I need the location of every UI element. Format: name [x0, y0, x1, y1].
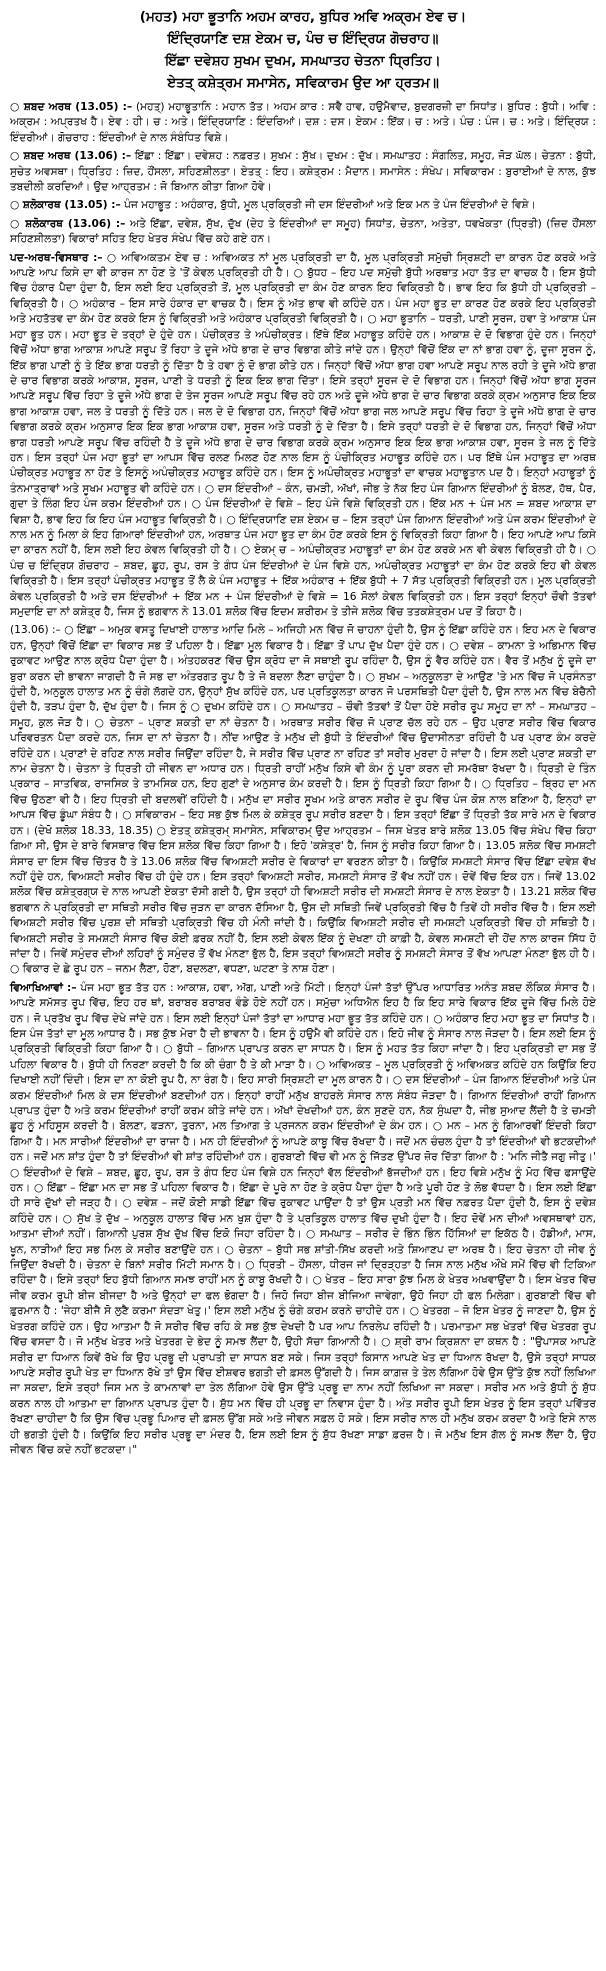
word-meaning-13-05-heading: ○ ਸ਼ਬਦ ਅਰਥ (13.05) :–: [10, 101, 133, 113]
word-meaning-13-05: [10, 100, 596, 146]
shloka-meaning-13-06: [10, 217, 596, 248]
shloka-meaning-13-06-heading: ○ ਸ਼ਲੋਕਾਰਥ (13.06) :–: [10, 217, 126, 230]
commentary-text: ਪੰਜ ਮਹਾ ਭੂਤ ਤੱਤ ਹਨ : ਆਕਾਸ਼, ਹਵਾ, ਅੱਗ, ਪਾਣੀ ਅਤੇ ਮਿੱਟੀ। ਇਨ੍ਹਾਂ ਪੰਜਾਂ ਤੱਤਾਂ ਉੱਪਰ ਆਧਾਰਿਤ ਅਨੰਤ ਸ਼ਬਦ ਲੌਕਿਕ ਸੰਸਾਰ ਹੈ। ਆਪਣੇ ਸਮੱਸਤ ਰੂਪ ਵਿੱਚ, ਇਹ ਹਰ ਥਾਂ, ਬਰਾਬਰ ਬਰਾਬਰ ਵੰਡੇ ਹੋਏ ਨਹੀਂ ਹਨ। ਸਮੁੱਚਾ ਅਧਿਐਨ ਇਹ ਹੈ ਕਿ ਇਹ ਸਾਰੇ ਵਿਕਾਰ ਇੱਕ ਦੂਜੇ ਵਿੱਚ ਮਿਲੇ ਹੋਏ ਹਨ। ਜੋ ਪ੍ਰਤੱਖ ਰੂਪ ਵਿੱਚ ਦੇਖੇ ਜਾਂਦੇ ਹਨ। ਇਸ ਲਈ ਇਨ੍ਹਾਂ ਪੰਜਾਂ ਤੱਤਾਂ ਦਾ ਆਧਾਰ ਮਹਾ ਭੂਤ ਤੱਤ ਕਹਿੰਦੇ ਹਨ। ○ ਅਹੰਕਾਰ ਇਹ ਮਹਾ ਭੂਤ ਦਾ ਸਿਧਾਂਤ ਹੈ। ਇਸ ਪੰਜ ਤੱਤਾਂ ਦਾ ਮੂਲ ਆਧਾਰ ਹੈ। ਸਭ ਕੁੱਝ ਮੇਰਾ ਹੈ ਦੀ ਭਾਵਨਾ ਹੈ। ਇਸ ਨੂੰ ਹਉਮੈ ਵੀ ਕਹਿੰਦੇ ਹਨ। ਇਹੋ ਜੀਵ ਨੂੰ ਸੰਸਾਰ ਨਾਲ ਜੋੜਦਾ ਹੈ। ਇਸ ਲਈ ਇਸ ਨੂੰ ਪ੍ਰਕ੍ਰਿਤੀ ਵਿਕ੍ਰਿਤੀ ਕਿਹਾ ਗਿਆ ਹੈ। ○ ਬੁੱਧੀ – ਗਿਆਨ ਪ੍ਰਾਪਤ ਕਰਨ ਦਾ ਸਾਧਨ ਹੈ। ਇਸ ਨੂੰ ਮਹਤ ਤੱਤ ਕਿਹਾ ਜਾਂਦਾ ਹੈ। ਇਹ ਪ੍ਰਕ੍ਰਿਤੀ ਦਾ ਸਭ ਤੋਂ ਪਹਿਲਾ ਵਿਕਾਰ ਹੈ। ਬੁੱਧੀ ਹੀ ਨਿਰਣਾ ਕਰਦੀ ਹੈ ਕਿ ਕੀ ਚੰਗਾ ਹੈ ਤੇ ਕੀ ਮਾੜਾ ਹੈ। ○ ਅਵਿਅਕਤ – ਮੂਲ ਪ੍ਰਕ੍ਰਿਤੀ ਨੂੰ ਅਵਿਅਕਤ ਕਹਿੰਦੇ ਹਨ ਕਿਉਂਕਿ ਇਹ ਦਿਖਾਈ ਨਹੀਂ ਦਿੰਦੀ। ਇਸ ਦਾ ਨਾ ਕੋਈ ਰੂਪ ਹੈ, ਨਾ ਰੰਗ ਹੈ। ਇਹ ਸਾਰੀ ਸ੍ਰਿਸ਼ਟੀ ਦਾ ਮੂਲ ਕਾਰਨ ਹੈ। ○ ਦਸ ਇੰਦਰੀਆਂ – ਪੰਜ ਗਿਆਨ ਇੰਦਰੀਆਂ ਅਤੇ ਪੰਜ ਕਰਮ ਇੰਦਰੀਆਂ ਮਿਲ ਕੇ ਦਸ ਇੰਦਰੀਆਂ ਬਣਦੀਆਂ ਹਨ। ਇਨ੍ਹਾਂ ਰਾਹੀਂ ਮਨੁੱਖ ਬਾਹਰਲੇ ਸੰਸਾਰ ਨਾਲ ਸੰਬੰਧ ਜੋੜਦਾ ਹੈ। ਗਿਆਨ ਇੰਦਰੀਆਂ ਰਾਹੀਂ ਗਿਆਨ ਪ੍ਰਾਪਤ ਹੁੰਦਾ ਹੈ ਅਤੇ ਕਰਮ ਇੰਦਰੀਆਂ ਰਾਹੀਂ ਕਰਮ ਕੀਤੇ ਜਾਂਦੇ ਹਨ। ਅੱਖਾਂ ਦੇਖਦੀਆਂ ਹਨ, ਕੰਨ ਸੁਣਦੇ ਹਨ, ਨੱਕ ਸੁੰਘਦਾ ਹੈ, ਜੀਭ ਸੁਆਦ ਲੈਂਦੀ ਹੈ ਤੇ ਚਮੜੀ ਛੂਹ ਨੂੰ ਮਹਿਸੂਸ ਕਰਦੀ ਹੈ। ਬੋਲਣਾ, ਫੜਨਾ, ਤੁਰਨਾ, ਮਲ ਤਿਆਗ ਤੇ ਪ੍ਰਜਨਨ ਕਰਮ ਇੰਦਰੀਆਂ ਦੇ ਕੰਮ ਹਨ। ○ ਮਨ – ਮਨ ਨੂੰ ਗਿਆਰਵੀਂ ਇੰਦਰੀ ਕਿਹਾ ਗਿਆ ਹੈ। ਮਨ ਸਾਰੀਆਂ ਇੰਦਰੀਆਂ ਦਾ ਰਾਜਾ ਹੈ। ਮਨ ਹੀ ਇੰਦਰੀਆਂ ਨੂੰ ਆਪਣੇ ਕਾਬੂ ਵਿੱਚ ਰੱਖਦਾ ਹੈ। ਜਦੋਂ ਮਨ ਚੰਚਲ ਹੁੰਦਾ ਹੈ ਤਾਂ ਇੰਦਰੀਆਂ ਵੀ ਭਟਕਦੀਆਂ ਹਨ। ਜਦੋਂ ਮਨ ਸ਼ਾਂਤ ਹੁੰਦਾ ਹੈ ਤਾਂ ਇੰਦਰੀਆਂ ਵੀ ਸ਼ਾਂਤ ਰਹਿੰਦੀਆਂ ਹਨ। ਗੁਰਬਾਣੀ ਵਿੱਚ ਵੀ ਮਨ ਨੂੰ ਜਿੱਤਣ ਉੱਪਰ ਜ਼ੋਰ ਦਿੱਤਾ ਗਿਆ ਹੈ : 'ਮਨਿ ਜੀਤੈ ਜਗੁ ਜੀਤੁ।' ○ ਇੰਦਰੀਆਂ ਦੇ ਵਿਸ਼ੇ – ਸ਼ਬਦ, ਛੂਹ, ਰੂਪ, ਰਸ ਤੇ ਗੰਧ ਇਹ ਪੰਜ ਵਿਸ਼ੇ ਹਨ ਜਿਨ੍ਹਾਂ ਵੱਲ ਇੰਦਰੀਆਂ ਭੱਜਦੀਆਂ ਹਨ। ਇਹ ਵਿਸ਼ੇ ਮਨੁੱਖ ਨੂੰ ਮੋਹ ਵਿੱਚ ਫਸਾਉਂਦੇ ਹਨ। ○ ਇੱਛਾ – ਇੱਛਾ ਮਨ ਦਾ ਸਭ ਤੋਂ ਪਹਿਲਾ ਵਿਕਾਰ ਹੈ। ਇੱਛਾ ਦੇ ਪੂਰੇ ਨਾ ਹੋਣ ਤੇ ਕ੍ਰੋਧ ਪੈਦਾ ਹੁੰਦਾ ਹੈ ਅਤੇ ਪੂਰੀ ਹੋਣ ਤੇ ਲੋਭ ਵੱਧਦਾ ਹੈ। ਇਸ ਲਈ ਇੱਛਾ ਹੀ ਸਾਰੇ ਦੁੱਖਾਂ ਦੀ ਜੜ੍ਹ ਹੈ। ○ ਦਵੇਸ਼ – ਜਦੋਂ ਕੋਈ ਸਾਡੀ ਇੱਛਾ ਵਿੱਚ ਰੁਕਾਵਟ ਪਾਉਂਦਾ ਹੈ ਤਾਂ ਉਸ ਪ੍ਰਤੀ ਮਨ ਵਿੱਚ ਨਫ਼ਰਤ ਪੈਦਾ ਹੁੰਦੀ ਹੈ, ਇਸ ਨੂੰ ਦਵੇਸ਼ ਕਹਿੰਦੇ ਹਨ। ○ ਸੁੱਖ ਤੇ ਦੁੱਖ – ਅਨੁਕੂਲ ਹਾਲਾਤ ਵਿੱਚ ਮਨ ਖੁਸ਼ ਹੁੰਦਾ ਹੈ ਤੇ ਪ੍ਰਤਿਕੂਲ ਹਾਲਾਤ ਵਿੱਚ ਦੁਖੀ ਹੁੰਦਾ ਹੈ। ਇਹ ਦੋਵੇਂ ਮਨ ਦੀਆਂ ਅਵਸਥਾਵਾਂ ਹਨ, ਆਤਮਾ ਦੀਆਂ ਨਹੀਂ। ਗਿਆਨੀ ਪੁਰਸ਼ ਸੁੱਖ ਦੁੱਖ ਵਿੱਚ ਇਕੋ ਜਿਹਾ ਰਹਿੰਦਾ ਹੈ। ○ ਸਮਘਾਤ – ਸਰੀਰ ਦੇ ਭਿੰਨ ਭਿੰਨ ਹਿੱਸਿਆਂ ਦਾ ਇਕੱਠ ਹੈ। ਹੱਡੀਆਂ, ਮਾਸ, ਖੂਨ, ਨਾੜੀਆਂ ਇਹ ਸਭ ਮਿਲ ਕੇ ਸਰੀਰ ਬਣਾਉਂਦੇ ਹਨ। ○ ਚੇਤਨਾ – ਬੁੱਧੀ ਸਭ ਸ਼ਾਂਤੀ-ਸਿੱਖ ਕਰਦੀ ਅਤੇ ਸ਼ਿਆਣਪ ਦਾ ਅਰਥ ਹੈ। ਇਹ ਚੇਤਨਾ ਹੀ ਜੀਵ ਨੂੰ ਜਿਉਂਦਾ ਰੱਖਦੀ ਹੈ। ਚੇਤਨਾ ਦੇ ਬਿਨਾਂ ਸਰੀਰ ਮਿੱਟੀ ਸਮਾਨ ਹੈ। ○ ਧ੍ਰਿਤੀ – ਹੌਂਸਲਾ, ਧੀਰਜ ਜਾਂ ਦ੍ਰਿੜ੍ਹਤਾ ਹੈ ਜਿਸ ਨਾਲ ਮਨੁੱਖ ਔਖੇ ਸਮੇਂ ਵਿੱਚ ਵੀ ਟਿਕਿਆ ਰਹਿੰਦਾ ਹੈ। ਇਸੇ ਤਰ੍ਹਾਂ ਇਹ ਬੁੱਧੀ ਗਿਆਨ ਸਮਝ ਰਾਹੀਂ ਮਨ ਨੂੰ ਕਾਬੂ ਰੱਖਦੀ ਹੈ। ○ ਖੇਤਰ – ਇਹ ਸਾਰਾ ਕੁੱਝ ਮਿਲ ਕੇ ਖੇਤਰ ਅਖਵਾਉਂਦਾ ਹੈ। ਇਸ ਖੇਤਰ ਵਿੱਚ ਜੀਵ ਕਰਮ ਰੂਪੀ ਬੀਜ ਬੀਜਦਾ ਹੈ ਅਤੇ ਉਨ੍ਹਾਂ ਦਾ ਫਲ ਭੋਗਦਾ ਹੈ। ਜਿਹੋ ਜਿਹਾ ਬੀਜ ਬੀਜਿਆ ਜਾਵੇਗਾ, ਉਹੋ ਜਿਹਾ ਹੀ ਫਲ ਮਿਲੇਗਾ। ਗੁਰਬਾਣੀ ਵਿੱਚ ਵੀ ਫ਼ੁਰਮਾਨ ਹੈ : 'ਜੇਹਾ ਬੀਜੈ ਸੋ ਲੁਣੈ ਕਰਮਾ ਸੰਦੜਾ ਖੇਤੁ।' ਇਸ ਲਈ ਮਨੁੱਖ ਨੂੰ ਚੰਗੇ ਕਰਮ ਕਰਨੇ ਚਾਹੀਦੇ ਹਨ। ○ ਖੇਤਰਗ – ਜੋ ਇਸ ਖੇਤਰ ਨੂੰ ਜਾਣਦਾ ਹੈ, ਉਸ ਨੂੰ ਖੇਤਰਗ ਕਹਿੰਦੇ ਹਨ। ਉਹ ਆਤਮਾ ਹੈ ਜੋ ਸਰੀਰ ਵਿੱਚ ਰਹਿ ਕੇ ਸਭ ਕੁੱਝ ਦੇਖਦੀ ਹੈ ਪਰ ਆਪ ਨਿਰਲੇਪ ਰਹਿੰਦੀ ਹੈ। ਪਰਮਾਤਮਾ ਸਭ ਖੇਤਰਾਂ ਵਿੱਚ ਖੇਤਰਗ ਰੂਪ ਵਿੱਚ ਵਸਦਾ ਹੈ। ਜੋ ਮਨੁੱਖ ਖੇਤਰ ਅਤੇ ਖੇਤਰਗ ਦੇ ਭੇਦ ਨੂੰ ਸਮਝ ਲੈਂਦਾ ਹੈ, ਉਹੀ ਸੱਚਾ ਗਿਆਨੀ ਹੈ। ○ ਸ਼੍ਰੀ ਰਾਮ ਕ੍ਰਿਸ਼ਨਾ ਦਾ ਕਥਨ ਹੈ : "ਉਪਾਸਕ ਆਪਣੇ ਸਰੀਰ ਦਾ ਧਿਆਨ ਕਿਵੇਂ ਰੱਖੇ ਕਿ ਉਹ ਪ੍ਰਭੂ ਦੀ ਪ੍ਰਾਪਤੀ ਦਾ ਸਾਧਨ ਬਣ ਸਕੇ। ਜਿਸ ਤਰ੍ਹਾਂ ਕਿਸਾਨ ਆਪਣੇ ਖੇਤ ਦਾ ਧਿਆਨ ਰੱਖਦਾ ਹੈ, ਉਸੇ ਤਰ੍ਹਾਂ ਸਾਧਕ ਆਪਣੇ ਸਰੀਰ ਰੂਪੀ ਖੇਤ ਦਾ ਧਿਆਨ ਰੱਖੇ ਤਾਂ ਉਸ ਵਿੱਚ ਈਸ਼ਵਰ ਭਗਤੀ ਦੀ ਫ਼ਸਲ ਉੱਗਦੀ ਹੈ। ਜਿਸ ਕਾਗ਼ਜ਼ ਤੇ ਤੇਲ ਲੱਗਿਆ ਹੋਵੇ ਉਸ ਉੱਤੇ ਕੁੱਝ ਨਹੀਂ ਲਿਖਿਆ ਜਾ ਸਕਦਾ, ਇਸੇ ਤਰ੍ਹਾਂ ਜਿਸ ਮਨ ਤੇ ਕਾਮਨਾਵਾਂ ਦਾ ਤੇਲ ਲੱਗਿਆ ਹੋਵੇ ਉਸ ਉੱਤੇ ਪ੍ਰਭੂ ਦਾ ਨਾਮ ਨਹੀਂ ਲਿਖਿਆ ਜਾ ਸਕਦਾ। ਸਰੀਰ ਮਨ ਅਤੇ ਬੁੱਧੀ ਨੂੰ ਸ਼ੁੱਧ ਕਰਨ ਨਾਲ ਹੀ ਆਤਮਾ ਦਾ ਗਿਆਨ ਪ੍ਰਾਪਤ ਹੁੰਦਾ ਹੈ। ਸ਼ੁੱਧ ਮਨ ਵਿੱਚ ਹੀ ਪ੍ਰਭੂ ਦਾ ਨਿਵਾਸ ਹੁੰਦਾ ਹੈ। ਅੰਤ ਸਰੀਰ ਰੂਪੀ ਇਸ ਖੇਤਰ ਨੂੰ ਇਸ ਤਰ੍ਹਾਂ ਪਵਿੱਤਰ ਰੱਖਣਾ ਚਾਹੀਦਾ ਹੈ ਕਿ ਉਸ ਵਿੱਚ ਪ੍ਰਭੂ ਪਿਆਰ ਦੀ ਫ਼ਸਲ ਉੱਗ ਸਕੇ ਅਤੇ ਜੀਵਨ ਸਫ਼ਲ ਹੋ ਸਕੇ। ਇਸ ਸਰੀਰ ਨਾਲ ਹੀ ਮਨੁੱਖ ਕਰਮ ਕਰਦਾ ਹੈ ਅਤੇ ਇਸੇ ਨਾਲ ਹੀ ਭਗਤੀ ਹੁੰਦੀ ਹੈ। ਕਿਉਂਕਿ ਇਹ ਸਰੀਰ ਪ੍ਰਭੂ ਦਾ ਮੰਦਰ ਹੈ, ਇਸ ਲਈ ਇਸ ਨੂੰ ਸ਼ੁੱਧ ਰੱਖਣਾ ਸਾਡਾ ਫ਼ਰਜ਼ ਹੈ। ਜੋ ਮਨੁੱਖ ਇਸ ਗੱਲ ਨੂੰ ਸਮਝ ਲੈਂਦਾ ਹੈ, ਉਹ ਜੀਵਨ ਵਿੱਚ ਕਦੇ ਨਹੀਂ ਭਟਕਦਾ।": [10, 981, 596, 1456]
verse-line-1: (ਮਹਤ) ਮਹਾ ਭੂਤਾਨਿ ਅਹਮ ਕਾਰਹ, ਬੁਧਿਰ ਅਵਿ ਅਕ੍ਰਮ ਏਵ ਚ।: [139, 9, 467, 25]
commentary-heading: ਵਿਆਖਿਆਵਾਂ :–: [10, 981, 77, 994]
commentary-paragraph: [10, 981, 596, 1459]
verse-line-2: ਇੰਦ੍ਰਿਯਾਣਿ ਦਸ਼ ਏਕਮ ਚ, ਪੰਚ ਚ ਇੰਦ੍ਰਿਯ ਗੋਚਰਾਹ॥: [167, 31, 439, 47]
word-meaning-13-05-text: (ਮਹਤ੍) ਮਹਾਭੂਤਾਨਿ : ਮਹਾਨ ਤੱਤ। ਅਹਮ ਕਾਰ : ਸਵੈ ਹਾਵ, ਹਉਮੈਵਾਦ, ਬੁਦਗਰਜ਼ੀ ਦਾ ਸਿਧਾਂਤ। ਬੁਧਿਰ : ਬੁੱਧੀ। ਅਵਿ : ਅਕ੍ਰਮ : ਅਪ੍ਰਤਖ ਹੈ। ਏਵ : ਹੀ। ਚ : ਅਤੇ। ਇੰਦ੍ਰਿਯਾਣਿ : ਇੰਦਰਿਆਂ। ਦਸ਼ : ਦਸ। ਏਕਮ : ਇੱਕ। ਚ : ਅਤੇ। ਪੰਚ : ਪੰਜ। ਚ : ਅਤੇ। ਇੰਦ੍ਰਿਯ : ਇੰਦਰੀਆਂ। ਗੋਚਰਾਹ : ਇੰਦਰੀਆਂ ਦੇ ਨਾਲ ਸੰਬੰਧਿਤ ਵਿਸ਼ੇ।: [10, 101, 596, 144]
shloka-meaning-13-06-text: ਅਤੇ ਇੱਛਾ, ਦਵੇਸ਼, ਸੁੱਖ, ਦੁੱਖ (ਦੇਹ ਤੇ ਇੰਦਰੀਆਂ ਦਾ ਸਮੂਹ) ਸਿਧਾਂਤ, ਚੇਤਨਾ, ਅਤੇਤਾ, ਧਵਖੋਕਤਾ (ਧ੍ਰਿਤੀ) (ਜ਼ਿਦ ਹੌਂਸਲਾ ਸਹਿਣਸ਼ੀਲਤਾ) ਵਿਕਾਰਾਂ ਸਹਿਤ ਇਹ ਖੇਤਰ ਸੰਖੇਪ ਵਿੱਚ ਕਹੇ ਗਏ ਹਨ।: [10, 217, 596, 246]
detailed-meaning-paragraph: [10, 251, 596, 621]
detailed-meaning-text: ○ ਅਵਿਅਕਤਮ ਏਵ ਚ : ਅਵਿਅਕਤ ਨਾਂ ਮੂਲ ਪ੍ਰਕ੍ਰਿਤੀ ਦਾ ਹੈ, ਮੂਲ ਪ੍ਰਕ੍ਰਿਤੀ ਸਮੁੱਚੀ ਸ੍ਰਿਸ਼ਟੀ ਦਾ ਕਾਰਨ ਹੋਣ ਕਰਕੇ ਅਤੇ ਆਪਣੇ ਆਪ ਕਿਸੇ ਦਾ ਵੀ ਕਾਰਜ ਨਾ ਹੋਣ ਤੇ 'ਤੋਂ ਕੇਵਲ ਪ੍ਰਕ੍ਰਿਤੀ ਹੀ ਹੈ। ○ ਬੁੱਧਹ – ਇਹ ਪਦ ਸਮੁੱਚੀ ਬੁੱਧੀ ਅਰਥਾਤ ਮਹਾ ਤੱਤ ਦਾ ਵਾਚਕ ਹੈ। ਇਸ ਬੁੱਧੀ ਵਿੱਚ ਹੰਕਾਰ ਪੈਦਾ ਹੁੰਦਾ ਹੈ, ਇਸ ਲਈ ਇਹ ਪ੍ਰਕ੍ਰਿਤੀ ਤੋਂ, ਮੂਲ ਪ੍ਰਕ੍ਰਿਤੀ ਦਾ ਕੰਮ ਹੋਣ ਕਾਰਨ ਇਹ ਵਿਕ੍ਰਿਤੀ ਹੈ। ਭਾਵ ਇਹ ਕਿ ਬੁੱਧੀ ਹੀ ਪ੍ਰਕ੍ਰਿਤੀ – ਵਿਕ੍ਰਿਤੀ ਹੈ। ○ ਅਹੰਕਾਰ – ਇਸ ਸਾਰੇ ਹੰਕਾਰ ਦਾ ਵਾਚਕ ਹੈ। ਇਸ ਨੂੰ ਅੱਤ ਭਾਵ ਵੀ ਕਹਿੰਦੇ ਹਨ। ਪੰਜ ਮਹਾ ਭੂਤ ਦਾ ਕਾਰਣ ਹੋਣ ਕਰਕੇ ਇਹ ਪ੍ਰਕ੍ਰਿਤੀ ਅਤੇ ਮਹਤੱਤਵ ਦਾ ਕੰਮ ਹੋਣ ਕਰਕੇ ਇਸ ਨੂੰ ਵਿਕ੍ਰਿਤੀ ਅਤੇ ਅਹੰਕਾਰ ਪ੍ਰਕ੍ਰਿਤੀ ਵਿਕ੍ਰਿਤੀ ਹੈ। ○ ਮਹਾ ਭੂਤਾਨਿ – ਧਰਤੀ, ਪਾਣੀ ਸੂਰਜ, ਹਵਾ ਤੇ ਆਕਾਸ਼ ਪੰਜ ਮਹਾ ਭੂਤ ਹਨ। ਮਹਾ ਭੂਤ ਦੇ ਤਰ੍ਹਾਂ ਦੇ ਹੁੰਦੇ ਹਨ। ਪੰਚੀਕ੍ਰਤ ਤੇ ਅਪੰਚੀਕ੍ਰਤ। ਇੱਥੇ ਇੱਕ ਮਹਾਭੂਤ ਕਹਿੰਦੇ ਹਨ। ਆਕਾਸ਼ ਦੇ ਦੋ ਵਿਭਾਗ ਹੁੰਦੇ ਹਨ। ਜਿਨ੍ਹਾਂ ਵਿੱਚੋਂ ਅੱਧਾ ਭਾਗ ਆਕਾਸ਼ ਆਪਣੇ ਸਰੂਪ ਤੋਂ ਰਿਹਾ ਤੇ ਦੂਜੇ ਅੱਧੇ ਭਾਗ ਦੇ ਚਾਰ ਵਿਭਾਗ ਕੀਤੇ ਜਾਂਦੇ ਹਨ। ਉਨ੍ਹਾਂ ਵਿੱਚੋਂ ਇੱਕ ਦਾ ਨਾਂ ਭਾਗ ਹਵਾ ਨੂੰ, ਦੂਜਾ ਸੂਰਜ ਨੂੰ, ਇੱਕ ਭਾਗ ਪਾਣੀ ਨੂੰ ਤੇ ਇੱਕ ਭਾਗ ਧਰਤੀ ਨੂੰ ਦਿੱਤਾ ਹੈ ਤੇ ਹਵਾ ਨੂੰ ਦੋ ਭਾਗ ਕੀਤੇ ਹਨ। ਜਿਨ੍ਹਾਂ ਵਿੱਚੋਂ ਅੱਧਾ ਭਾਗ ਹਵਾ ਆਪਣੇ ਸਰੂਪ ਨਾਲ ਰਹੀ ਤੇ ਦੂਜੇ ਅੱਧੇ ਭਾਗ ਦੇ ਚਾਰ ਵਿਭਾਗ ਕਰਕੇ ਆਕਾਸ਼, ਸੂਰਜ, ਪਾਣੀ ਤੇ ਧਰਤੀ ਨੂੰ ਇਕ ਇਕ ਭਾਗ ਦਿੱਤਾ। ਇਸੇ ਤਰ੍ਹਾਂ ਸੂਰਜ ਦੇ ਦੋ ਵਿਭਾਗ ਹਨ। ਜਿਨ੍ਹਾਂ ਵਿੱਚੋਂ ਅੱਧਾ ਭਾਗ ਸੂਰਜ ਆਪਣੇ ਸਰੂਪ ਵਿੱਚ ਰਿਹਾ ਤੇ ਦੂਜੇ ਅੱਧੇ ਭਾਗ ਦੇ ਤੇਜ ਸੂਰਜ ਆਪਣੇ ਸਰੂਪ ਵਿੱਚ ਰਹੇ ਹਨ ਅਤੇ ਦੂਜੇ ਅੱਧੇ ਭਾਗ ਦੇ ਚਾਰ ਵਿਭਾਗ ਕਰਕੇ ਕ੍ਰਮ ਅਨੁਸਾਰ ਇਕ ਇਕ ਭਾਗ ਆਕਾਸ਼ ਹਵਾ, ਜਲ ਤੇ ਧਰਤੀ ਨੂੰ ਦਿੱਤੇ ਹਨ। ਜਲ ਦੇ ਦੋ ਵਿਭਾਗ ਹਨ, ਜਿਨ੍ਹਾਂ ਵਿੱਚੋਂ ਅੱਧਾ ਭਾਗ ਜਲ ਆਪਣੇ ਸਰੂਪ ਵਿੱਚ ਰਿਹਾ ਤੇ ਦੂਜੇ ਅੱਧੇ ਭਾਗ ਦੇ ਚਾਰ ਵਿਭਾਗ ਕਰਕੇ ਕ੍ਰਮ ਅਨੁਸਾਰ ਇਕ ਇਕ ਭਾਗ ਆਕਾਸ਼ ਹਵਾ, ਸੂਰਜ ਅਤੇ ਧਰਤੀ ਨੂੰ ਦੇ ਦਿੱਤਾ ਹੈ। ਇਸੇ ਤਰ੍ਹਾਂ ਧਰਤੀ ਦੇ ਦੋ ਵਿਭਾਗ ਹਨ, ਜਿਨ੍ਹਾਂ ਵਿੱਚੋਂ ਅੱਧਾ ਭਾਗ ਧਰਤੀ ਆਪਣੇ ਸਰੂਪ ਵਿੱਚ ਰਹਿੰਦੀ ਹੈ ਤੇ ਦੂਜੇ ਅੱਧੇ ਭਾਗ ਦੇ ਚਾਰ ਵਿਭਾਗ ਕਰਕੇ ਕ੍ਰਮ ਅਨੁਸਾਰ ਇਕ ਇਕ ਭਾਗ ਆਕਾਸ਼ ਹਵਾ, ਸੂਰਜ ਤੇ ਜਲ ਨੂੰ ਦਿੱਤੇ ਹਨ। ਇਸ ਤਰ੍ਹਾਂ ਪੰਜ ਮਹਾ ਭੂਤਾਂ ਦਾ ਆਪਸ ਵਿੱਚ ਰਲਣ ਮਿਲਣ ਹੋਣ ਨਾਲ ਇਸ ਨੂੰ ਪੰਚੀਕ੍ਰਿਤ ਮਹਾਭੂਤ ਕਹਿੰਦੇ ਹਨ। ਪਰ ਇੱਥੇ ਪੰਜ ਮਹਾਭੂਤ ਦਾ ਅਰਥ ਪੰਚੀਕ੍ਰਤ ਮਹਾਭੂਤ ਨਾ ਹੋਣ ਤੇ ਇਸਨੂੰ ਅਪੰਚੀਕ੍ਰਤ ਮਹਾਭੂਤ ਕਹਿੰਦੇ ਹਨ। ਇਸ ਨੂੰ ਅਪੰਚੀਕ੍ਰਤ ਮਹਾਭੂਤਾਂ ਦਾ ਵਾਚਕ ਮਹਾਭੂਤਾਨ ਪਦ ਹੈ। ਇਨ੍ਹਾਂ ਮਹਾਭੂਤਾਂ ਨੂੰ ਤੰਨਮਾਤ੍ਰਾਵਾਂ ਅਤੇ ਸੂਖਮ ਮਹਾਭੂਤ ਵੀ ਕਹਿੰਦੇ ਹਨ। ○ ਦਸ ਇੰਦਰੀਆਂ – ਕੰਨ, ਚਮੜੀ, ਅੱਖਾਂ, ਜੀਭ ਤੇ ਨੱਕ ਇਹ ਪੰਜ ਗਿਆਨ ਇੰਦਰੀਆਂ ਨੂੰ ਬੋਲਣ, ਹੱਥ, ਪੈਰ, ਗੁਦਾ ਤੇ ਲਿੰਗ ਇਹ ਪੰਜ ਕਰਮ ਇੰਦਰੀਆਂ ਹਨ। ○ ਪੰਜ ਇੰਦਰੀਆਂ ਦੇ ਵਿਸ਼ੇ – ਇਹ ਪੰਜੇ ਵਿਸ਼ੇ ਵਿਕ੍ਰਿਤੀ ਹਨ। ਇੱਕ ਮਨ + ਪੰਜ ਮਨ = ਸ਼ਬਦ ਆਕਾਸ਼ ਦਾ ਵਿਸ਼ਾ ਹੈ, ਭਾਵ ਇਹ ਕਿ ਇਹ ਪੰਜ ਮਹਾਭੂਤ ਵਿਕ੍ਰਿਤੀ ਹੈ। ○ ਇੰਦ੍ਰਿਯਾਣਿ ਦਸ਼ ਏਕਮ ਚ – ਇਸ ਤਰ੍ਹਾਂ ਪੰਜ ਗਿਆਨ ਇੰਦਰੀਆਂ ਅਤੇ ਪੰਜ ਕਰਮ ਇੰਦਰੀਆਂ ਦੇ ਨਾਲ ਮਨ ਨੂੰ ਮਿਲਾ ਕੇ ਇਹ ਗਿਆਰਾਂ ਇੰਦਰੀਆਂ ਹਨ, ਅਰਥਾਤ ਪੰਜ ਮਹਾ ਭੂਤ ਦਾ ਕੰਮ ਹੋਣ ਕਰਕੇ ਇਸ ਨੂੰ ਵਿਕ੍ਰਿਤੀ ਕਿਹਾ ਗਿਆ ਹੈ। ਇਹ ਆਪਣੇ ਆਪ ਕਿਸੇ ਦਾ ਕਾਰਨ ਨਹੀਂ ਹੈ, ਇਸ ਲਈ ਇਹ ਕੇਵਲ ਵਿਕ੍ਰਿਤੀ ਹੀ ਹੈ। ○ ਏਕਮ੍ ਚ – ਅਪੰਚੀਕ੍ਰਤ ਮਹਾਭੂਤਾਂ ਦਾ ਕੰਮ ਹੋਣ ਕਰਕੇ ਮਨ ਵੀ ਕੇਵਲ ਵਿਕ੍ਰਿਤੀ ਹੀ ਹੈ। ○ ਪੰਚ ਚ ਇੰਦ੍ਰਿਯ ਗੋਚਰਾਹ – ਸ਼ਬਦ, ਛੂਹ, ਰੂਪ, ਰਸ ਤੇ ਗੰਧ ਪੰਜ ਇੰਦਰੀਆਂ ਦੇ ਪੰਜ ਵਿਸ਼ੇ ਹਨ, ਅਪੰਚੀਕ੍ਰਤ ਮਹਾਭੂਤਾਂ ਦਾ ਕੰਮ ਹੋਣ ਕਰਕੇ ਇਹ ਵੀ ਕੇਵਲ ਵਿਕ੍ਰਿਤੀ ਹੈ। ਇਸ ਤਰ੍ਹਾਂ ਪੰਚੀਕ੍ਰਤ ਮਹਾਭੂਤ ਤੋਂ ਲੈ ਕੇ ਪੰਜ ਮਹਾਭੂਤ + ਇੱਕ ਅਹੰਕਾਰ + ਇੱਕ ਬੁੱਧੀ + 7 ਸੱਤ ਪ੍ਰਕ੍ਰਿਤੀ ਵਿਕ੍ਰਿਤੀ ਹਨ। ਮੂਲ ਪ੍ਰਕ੍ਰਿਤੀ ਕੇਵਲ ਪ੍ਰਕ੍ਰਿਤੀ ਹੈ ਅਤੇ ਦਸ ਇੰਦਰੀਆਂ + ਇੱਕ ਮਨ + ਪੰਜ ਇੰਦਰੀਆਂ ਦੇ ਵਿਸ਼ੇ = 16 ਸੋਲਾਂ ਕੇਵਲ ਵਿਕ੍ਰਿਤੀ ਹਨ। ਇਸ ਤਰ੍ਹਾਂ ਇਨ੍ਹਾਂ ਚੌਵੀ ਤੱਤਵਾਂ ਸਮੁਦਾਇ ਦਾ ਨਾਂ ਕਸ਼ੇਤ੍ਰ ਹੈ, ਜਿਸ ਨੂੰ ਭਗਵਾਨ ਨੇ 13.01 ਸ਼ਲੋਕ ਵਿੱਚ ਇਦਮ ਸ਼ਰੀਰਮ ਤੇ ਤੀਜੇ ਸ਼ਲੋਕ ਵਿੱਚ ਤਤਕਸ਼ੇਤ੍ਰਮ ਪਦ ਤੋਂ ਕਿਹਾ ਹੈ।: [10, 251, 596, 618]
shloka-meaning-13-05-heading: ○ ਸ਼ਲੋਕਾਰਥ (13.05) :–: [10, 199, 121, 212]
word-meaning-13-06-heading: ○ ਸ਼ਬਦ ਅਰਥ (13.06) :–: [10, 150, 132, 163]
detailed-meaning-heading: ਪਦ-ਅਰਥ-ਵਿਸਥਾਰ :–: [10, 251, 103, 264]
shloka-meaning-13-05: [10, 198, 596, 213]
verse-block: [10, 6, 596, 94]
shloka-meaning-13-05-text: ਪੰਜ ਮਹਾਭੂਤ : ਅਹੰਕਾਰ, ਬੁੱਧੀ, ਮੂਲ ਪ੍ਰਕ੍ਰਿਤੀ ਜੀ ਦਸ ਇੰਦਰੀਆਂ ਅਤੇ ਇਕ ਮਨ ਤੇ ਪੰਜ ਇੰਦਰੀਆਂ ਦੇ ਵਿਸ਼ੇ।: [124, 199, 536, 212]
verse-line-4: ਏਤਤ੍ ਕਸ਼ੇਤ੍ਰਮ ਸਮਾਸੇਨ, ਸਵਿਕਾਰਮ ਉਦ ਆ ਹ੍ਰਤਮ॥: [167, 75, 439, 91]
word-meaning-13-06-text: ਇੱਛਾ : ਇੱਛਾ। ਦਵੇਸ਼ਹ : ਨਫ਼ਰਤ। ਸੁਖਮ : ਸੁੱਖ। ਦੁਖਮ : ਦੁੱਖ। ਸਮਘਾਤਹ : ਸੰਗਲਿਤ, ਸਮੂਹ, ਜੋੜ ਘੱਲ। ਚੇਤਨਾ : ਬੁੱਧੀ, ਸੁਚੇਤ ਅਵਸਥਾ। ਧ੍ਰਿਤਿਹ : ਜ਼ਿਦ, ਹੌਂਸਲਾ, ਸਹਿਣਸ਼ੀਲਤਾ। ਏਤਤ੍ : ਇਹ। ਕਸ਼ੇਤ੍ਰਮ : ਮੈਦਾਨ। ਸਮਾਸੇਨ : ਸੰਖੇਪ। ਸਵਿਕਾਰਮ : ਬੁਰਾਈਆਂ ਦੇ ਨਾਲ, ਕੁੱਝ ਤਬਦੀਲੀ ਕਰਦਿਆਂ। ਉਦ ਆਹ੍ਰਤਮ : ਜੋ ਬਿਆਨ ਕੀਤਾ ਗਿਆ ਹੋਵੇ।: [10, 150, 596, 194]
verse-line-3: ਇੱਛਾ ਦਵੇਸ਼ਹ ਸੁਖਮ ਦੁਖਮ, ਸਮਘਾਤਹ ਚੇਤਨਾ ਧ੍ਰਿਤਿਹ।: [165, 53, 441, 69]
word-meaning-13-06: [10, 149, 596, 195]
detailed-meaning-13-06-paragraph: (13.06) :– ○ ਇੱਛਾ – ਅਮੁਕ ਵਸਤੂ ਦਿਖਾਈ ਹਾਲਾਤ ਆਦਿ ਮਿਲੇ – ਅਜਿਹੀ ਮਨ ਵਿੱਚ ਜੋ ਚਾਹਨਾ ਹੁੰਦੀ ਹੈ, ਉਸ ਨੂੰ ਇੱਛਾ ਕਹਿੰਦੇ ਹਨ। ਇਹ ਮਨ ਦੇ ਵਿਕਾਰ ਹਨ, ਉਨ੍ਹਾਂ ਵਿੱਚੋਂ ਇੱਛਾ ਦਾ ਵਿਕਾਰ ਸਭ ਤੋਂ ਪਹਿਲਾ ਹੈ। ਇੱਛਾ ਮੂਲ ਵਿਕਾਰ ਹੈ। ਇੱਛਾ ਤੋਂ ਪਾਪ ਦੁੱਖ ਪੈਦਾ ਹੁੰਦੇ ਹਨ। ○ ਦਵੇਸ਼ – ਕਾਮਨਾ ਤੇ ਅਭਿਮਾਨ ਵਿੱਚ ਰੁਕਾਵਟ ਆਉਣ ਨਾਲ ਕ੍ਰੋਧ ਪੈਦਾ ਹੁੰਦਾ ਹੈ। ਅੰਤਹਕਰਣ ਵਿੱਚ ਉਸ ਕ੍ਰੋਧ ਦਾ ਜੋ ਸਥਾਈ ਰੂਪ ਰਹਿੰਦਾ ਹੈ, ਉਸ ਨੂੰ ਵੈਰ ਕਹਿੰਦੇ ਹਨ। ਵੈਰ ਤੋਂ ਮਨੁੱਖ ਨੂੰ ਦੂਜੇ ਦਾ ਬੁਰਾ ਕਰਨ ਦੀ ਭਾਵਨਾ ਜਾਗਦੀ ਹੈ ਜੋ ਸਭ ਦਾ ਅੰਤਰਗਤ ਰੂਪ ਹੈ ਤੇ ਜੋ ਬਦਲਾ ਲੈਣਾ ਚਾਹੁੰਦਾ ਹੈ। ○ ਸੁਖਮ – ਅਨੁਕੂਲਤਾ ਦੇ ਆਉਣ 'ਤੇ ਮਨ ਵਿੱਚ ਜੋ ਪ੍ਰਸੰਨਤਾ ਹੁੰਦੀ ਹੈ, ਅਨੁਕੂਲ ਹਾਲਾਤ ਮਨ ਨੂੰ ਚੰਗੇ ਲੱਗਦੇ ਹਨ, ਉਨ੍ਹਾਂ ਸੁੱਖ ਕਹਿੰਦੇ ਹਨ, ਪਰ ਪ੍ਰਤਿਕੂਲਤਾ ਕਾਰਨ ਜੋ ਪਰਸਥਿਤੀ ਪੈਦਾ ਹੁੰਦੀ ਹੈ, ਉਸ ਨਾਲ ਮਨ ਵਿੱਚ ਬੇਚੈਨੀ ਹੁੰਦੀ ਹੈ, ਤੜਪ ਹੁੰਦਾ ਹੈ, ਦੁੱਖ ਹੁੰਦਾ ਹੈ। ਜਿਸ ਨੂੰ ○ ਦੁਖਮ ਕਹਿੰਦੇ ਹਨ। ○ ਸਮਘਾਤਹ – ਚੌਵੀ ਤੱਤਵਾਂ ਤੋਂ ਪੈਦਾ ਹੋਏ ਸਰੀਰ ਰੂਪ ਸਮੂਹ ਦਾ ਨਾਂ – ਸਮਘਾਤਹ – ਸਮੂਹ, ਕੁਲ ਜੋੜ ਹੈ। ○ ਚੇਤਨਾ – ਪ੍ਰਾਣ ਸ਼ਕਤੀ ਦਾ ਨਾਂ ਚੇਤਨਾ ਹੈ। ਅਰਥਾਤ ਸਰੀਰ ਵਿੱਚ ਜੋ ਪ੍ਰਾਣ ਚੱਲ ਰਹੇ ਹਨ – ਉਹ ਪ੍ਰਾਣ ਸਰੀਰ ਵਿੱਚ ਵਿਕਾਰ ਪਰਿਵਰਤਨ ਪੈਦਾ ਕਰਦੇ ਹਨ, ਜਿਸ ਦਾ ਨਾਂ ਚੇਤਨਾ ਹੈ। ਨੀਂਦ ਆਉਣ ਤੇ ਮਨੁੱਖ ਦੀ ਬੁੱਧੀ ਤੇ ਇੰਦਰੀਆਂ ਵਿੱਚ ਉਦਾਸੀਨਤਾ ਰਹਿੰਦੀ ਹੈ ਪਰ ਪ੍ਰਾਣ ਕੰਮ ਕਰਦੇ ਰਹਿੰਦੇ ਹਨ। ਪ੍ਰਾਣਾਂ ਦੇ ਰਹਿਣ ਨਾਲ ਸਰੀਰ ਜਿਉਂਦਾ ਰਹਿੰਦਾ ਹੈ, ਜੇ ਸਰੀਰ ਵਿੱਚ ਪ੍ਰਾਣ ਨਾ ਰਹਿਣ ਤਾਂ ਸਰੀਰ ਮੁਰਦਾ ਹੋ ਜਾਂਦਾ ਹੈ। ਇਸ ਲਈ ਪ੍ਰਾਣ ਸ਼ਕਤੀ ਦਾ ਨਾਮ ਚੇਤਨਾ ਹੈ। ਚੇਤਨਾ ਤੇ ਧ੍ਰਿਤੀ ਹੀ ਜੀਵਨ ਦਾ ਅਧਾਰ ਹਨ। ਧ੍ਰਿਤੀ ਰਾਹੀਂ ਮਨੁੱਖ ਕਿਸੇ ਵੀ ਕੰਮ ਨੂੰ ਪੂਰਾ ਕਰਨ ਦੀ ਸਮਰੱਥਾ ਰੱਖਦਾ ਹੈ। ਧ੍ਰਿਤੀ ਦੇ ਤਿੰਨ ਪ੍ਰਕਾਰ – ਸਾਤਵਿਕ, ਰਾਜਸਿਕ ਤੇ ਤਾਮਸਿਕ ਹਨ, ਇਹ ਗੁਣਾਂ ਦੇ ਅਨੁਸਾਰ ਕੰਮ ਕਰਦੀ ਹੈ। ਇਸ ਨੂੰ ਧ੍ਰਿਤੀ ਕਿਹਾ ਗਿਆ ਹੈ। ○ ਧ੍ਰਿਤਿਹ – ਬ੍ਰਿਹ ਦਾ ਮਨ ਵਿੱਚ ਉਠਣਾ ਵੀ ਹੈ। ਇਹ ਧ੍ਰਿਤੀ ਦੀ ਬਦਲਵੀਂ ਰਹਿੰਦੀ ਹੈ। ਮਨੁੱਖ ਦਾ ਸਰੀਰ ਸੂਖਮ ਅਤੇ ਕਾਰਨ ਸਰੀਰ ਦੇ ਰੂਪ ਵਿੱਚ ਪੰਜ ਕੋਸ਼ ਨਾਲ ਬਣਿਆ ਹੈ, ਇਨ੍ਹਾਂ ਦਾ ਆਪਸ ਵਿੱਚ ਡੂੰਘਾ ਸੰਬੰਧ ਹੈ। ○ ਸਵਿਕਾਰਮ – ਇਹ ਸਭ ਕੁੱਝ ਮਿਲ ਕੇ ਕਸ਼ੇਤ੍ਰ ਰੂਪ ਸਰੀਰ ਬਣਦਾ ਹੈ। ਇਸ ਤਰ੍ਹਾਂ ਇੱਛਾ ਤੋਂ ਧ੍ਰਿਤੀ ਤੱਕ ਸਾਰੇ ਮਨ ਦੇ ਵਿਕਾਰ ਹਨ। (ਦੇਖੋ ਸ਼ਲੋਕ 18.33, 18.35) ○ ਏਤਤ੍ ਕਸ਼ੇਤ੍ਰਮ੍ ਸਮਾਸੇਨ, ਸਵਿਕਾਰਮ੍ ਉਦ ਆਹ੍ਰਤਮ – ਜਿਸ ਖੇਤਰ ਬਾਰੇ ਸ਼ਲੋਕ 13.05 ਵਿੱਚ ਸੰਖੇਪ ਵਿੱਚ ਕਿਹਾ ਗਿਆ ਸੀ, ਉਸ ਦੇ ਬਾਰੇ ਵਿਸਥਾਰ ਵਿੱਚ ਇਸ ਸ਼ਲੋਕ ਵਿੱਚ ਕਿਹਾ ਗਿਆ ਹੈ। ਇਹੋ 'ਕਸ਼ੇਤ੍ਰ' ਹੈ, ਜਿਸ ਨੂੰ ਸਰੀਰ ਕਿਹਾ ਗਿਆ ਹੈ। 13.05 ਸ਼ਲੋਕ ਵਿੱਚ ਸਮਸ਼ਟੀ ਸੰਸਾਰ ਦਾ ਇਸ ਵਿੱਚ ਚਿੱਤਰ ਹੈ ਤੇ 13.06 ਸ਼ਲੋਕ ਵਿੱਚ ਵਿਅਸ਼ਟੀ ਸਰੀਰ ਦੇ ਵਿਕਾਰਾਂ ਦਾ ਵਰਣਨ ਕੀਤਾ ਹੈ। ਕਿਉਂਕਿ ਸਮਸ਼ਟੀ ਸੰਸਾਰ ਵਿੱਚ ਇੱਛਾ ਦਵੇਸ਼ ਵੱਖ ਨਹੀਂ ਹੁੰਦੇ ਹਨ, ਵਿਅਸ਼ਟੀ ਸਰੀਰ ਵਿੱਚ ਹੀ ਹੁੰਦੇ ਹਨ। ਇਸ ਤਰ੍ਹਾਂ ਵਿਅਸ਼ਟੀ ਸਰੀਰ, ਸਮਸ਼ਟੀ ਸੰਸਾਰ ਤੋਂ ਵੱਖ ਨਹੀਂ ਹਨ। ਦੋਵੇਂ ਵਿੱਚ ਇਕ ਹਨ। ਜਿਵੇਂ 13.02 ਸ਼ਲੋਕ ਵਿੱਚ ਕਸ਼ੇਤ੍ਰਗ੍ਯ ਦੇ ਨਾਲ ਆਪਣੀ ਏਕਤਾ ਦੱਸੀ ਗਈ ਹੈ, ਉਸ ਤਰ੍ਹਾਂ ਹੀ ਵਿਅਸ਼ਟੀ ਸਰੀਰ ਦੀ ਸਮਸ਼ਟੀ ਸੰਸਾਰ ਦੇ ਨਾਲ ਏਕਤਾ ਹੈ। 13.21 ਸ਼ਲੋਕ ਵਿੱਚ ਭਗਵਾਨ ਨੇ ਪ੍ਰਕ੍ਰਿਤੀ ਦਾ ਸਥਿਤੀ ਸਰੀਰ ਵਿੱਚ ਜੁੜਨ ਦਾ ਕਾਰਨ ਦੱਸਿਆ ਹੈ, ਉਸ ਦੀ ਸਥਿਤੀ ਜਿਵੇਂ ਪ੍ਰਕ੍ਰਿਤੀ ਵਿੱਚ ਹੈ ਤਿਵੇਂ ਹੀ ਸਰੀਰ ਵਿੱਚ ਹੈ। ਇਸ ਲਈ ਵਿਅਸ਼ਟੀ ਸਰੀਰ ਵਿੱਚ ਪੁਰਸ਼ ਦੀ ਸਥਿਤੀ ਪ੍ਰਕ੍ਰਿਤੀ ਵਿੱਚ ਹੀ ਮੰਨੀ ਜਾਂਦੀ ਹੈ। ਕਿਉਂਕਿ ਵਿਅਸ਼ਟੀ ਸਰੀਰ ਦੀ ਸਮਸ਼ਟੀ ਪ੍ਰਕ੍ਰਿਤੀ ਵਿੱਚ ਹੀ ਸਥਿਤੀ ਹੈ। ਵਿਅਸ਼ਟੀ ਸਰੀਰ ਤੇ ਸਮਸ਼ਟੀ ਸੰਸਾਰ ਵਿੱਚ ਕੋਈ ਫ਼ਰਕ ਨਹੀਂ ਹੈ, ਇਸ ਲਈ ਕੇਵਲ ਇੱਕ ਨੂੰ ਦੇਖਣਾ ਹੀ ਕਾਫ਼ੀ ਹੈ, ਕੇਵਲ ਸਮਸ਼ਟੀ ਦੀ ਹੋਂਦ ਨਾਲ ਕਾਰਜ ਸਿੱਧ ਹੋ ਜਾਂਦਾ ਹੈ। ਜਿਵੇਂ ਸਮੁੰਦਰ ਦੀਆਂ ਲਹਿਰਾਂ ਨੂੰ ਸਮੁੰਦਰ ਤੋਂ ਵੱਖ ਮੰਨਣਾ ਭੁੱਲ ਹੈ, ਇਸ ਤਰ੍ਹਾਂ ਵਿਅਸ਼ਟੀ ਸਰੀਰ ਨੂੰ ਸਮਸ਼ਟੀ ਸੰਸਾਰ ਤੋਂ ਵੱਖ ਆਪਣਾ ਮੰਨਣਾ ਭੁੱਲ ਹੀ ਹੈ। ○ ਵਿਕਾਰ ਦੇ ਛੇ ਰੂਪ ਹਨ – ਜਨਮ ਲੈਣਾ, ਹੋਣਾ, ਬਦਲਣਾ, ਵਧਣਾ, ਘਟਣਾ ਤੇ ਨਾਸ਼ ਹੋਣਾ।: [10, 624, 596, 976]
